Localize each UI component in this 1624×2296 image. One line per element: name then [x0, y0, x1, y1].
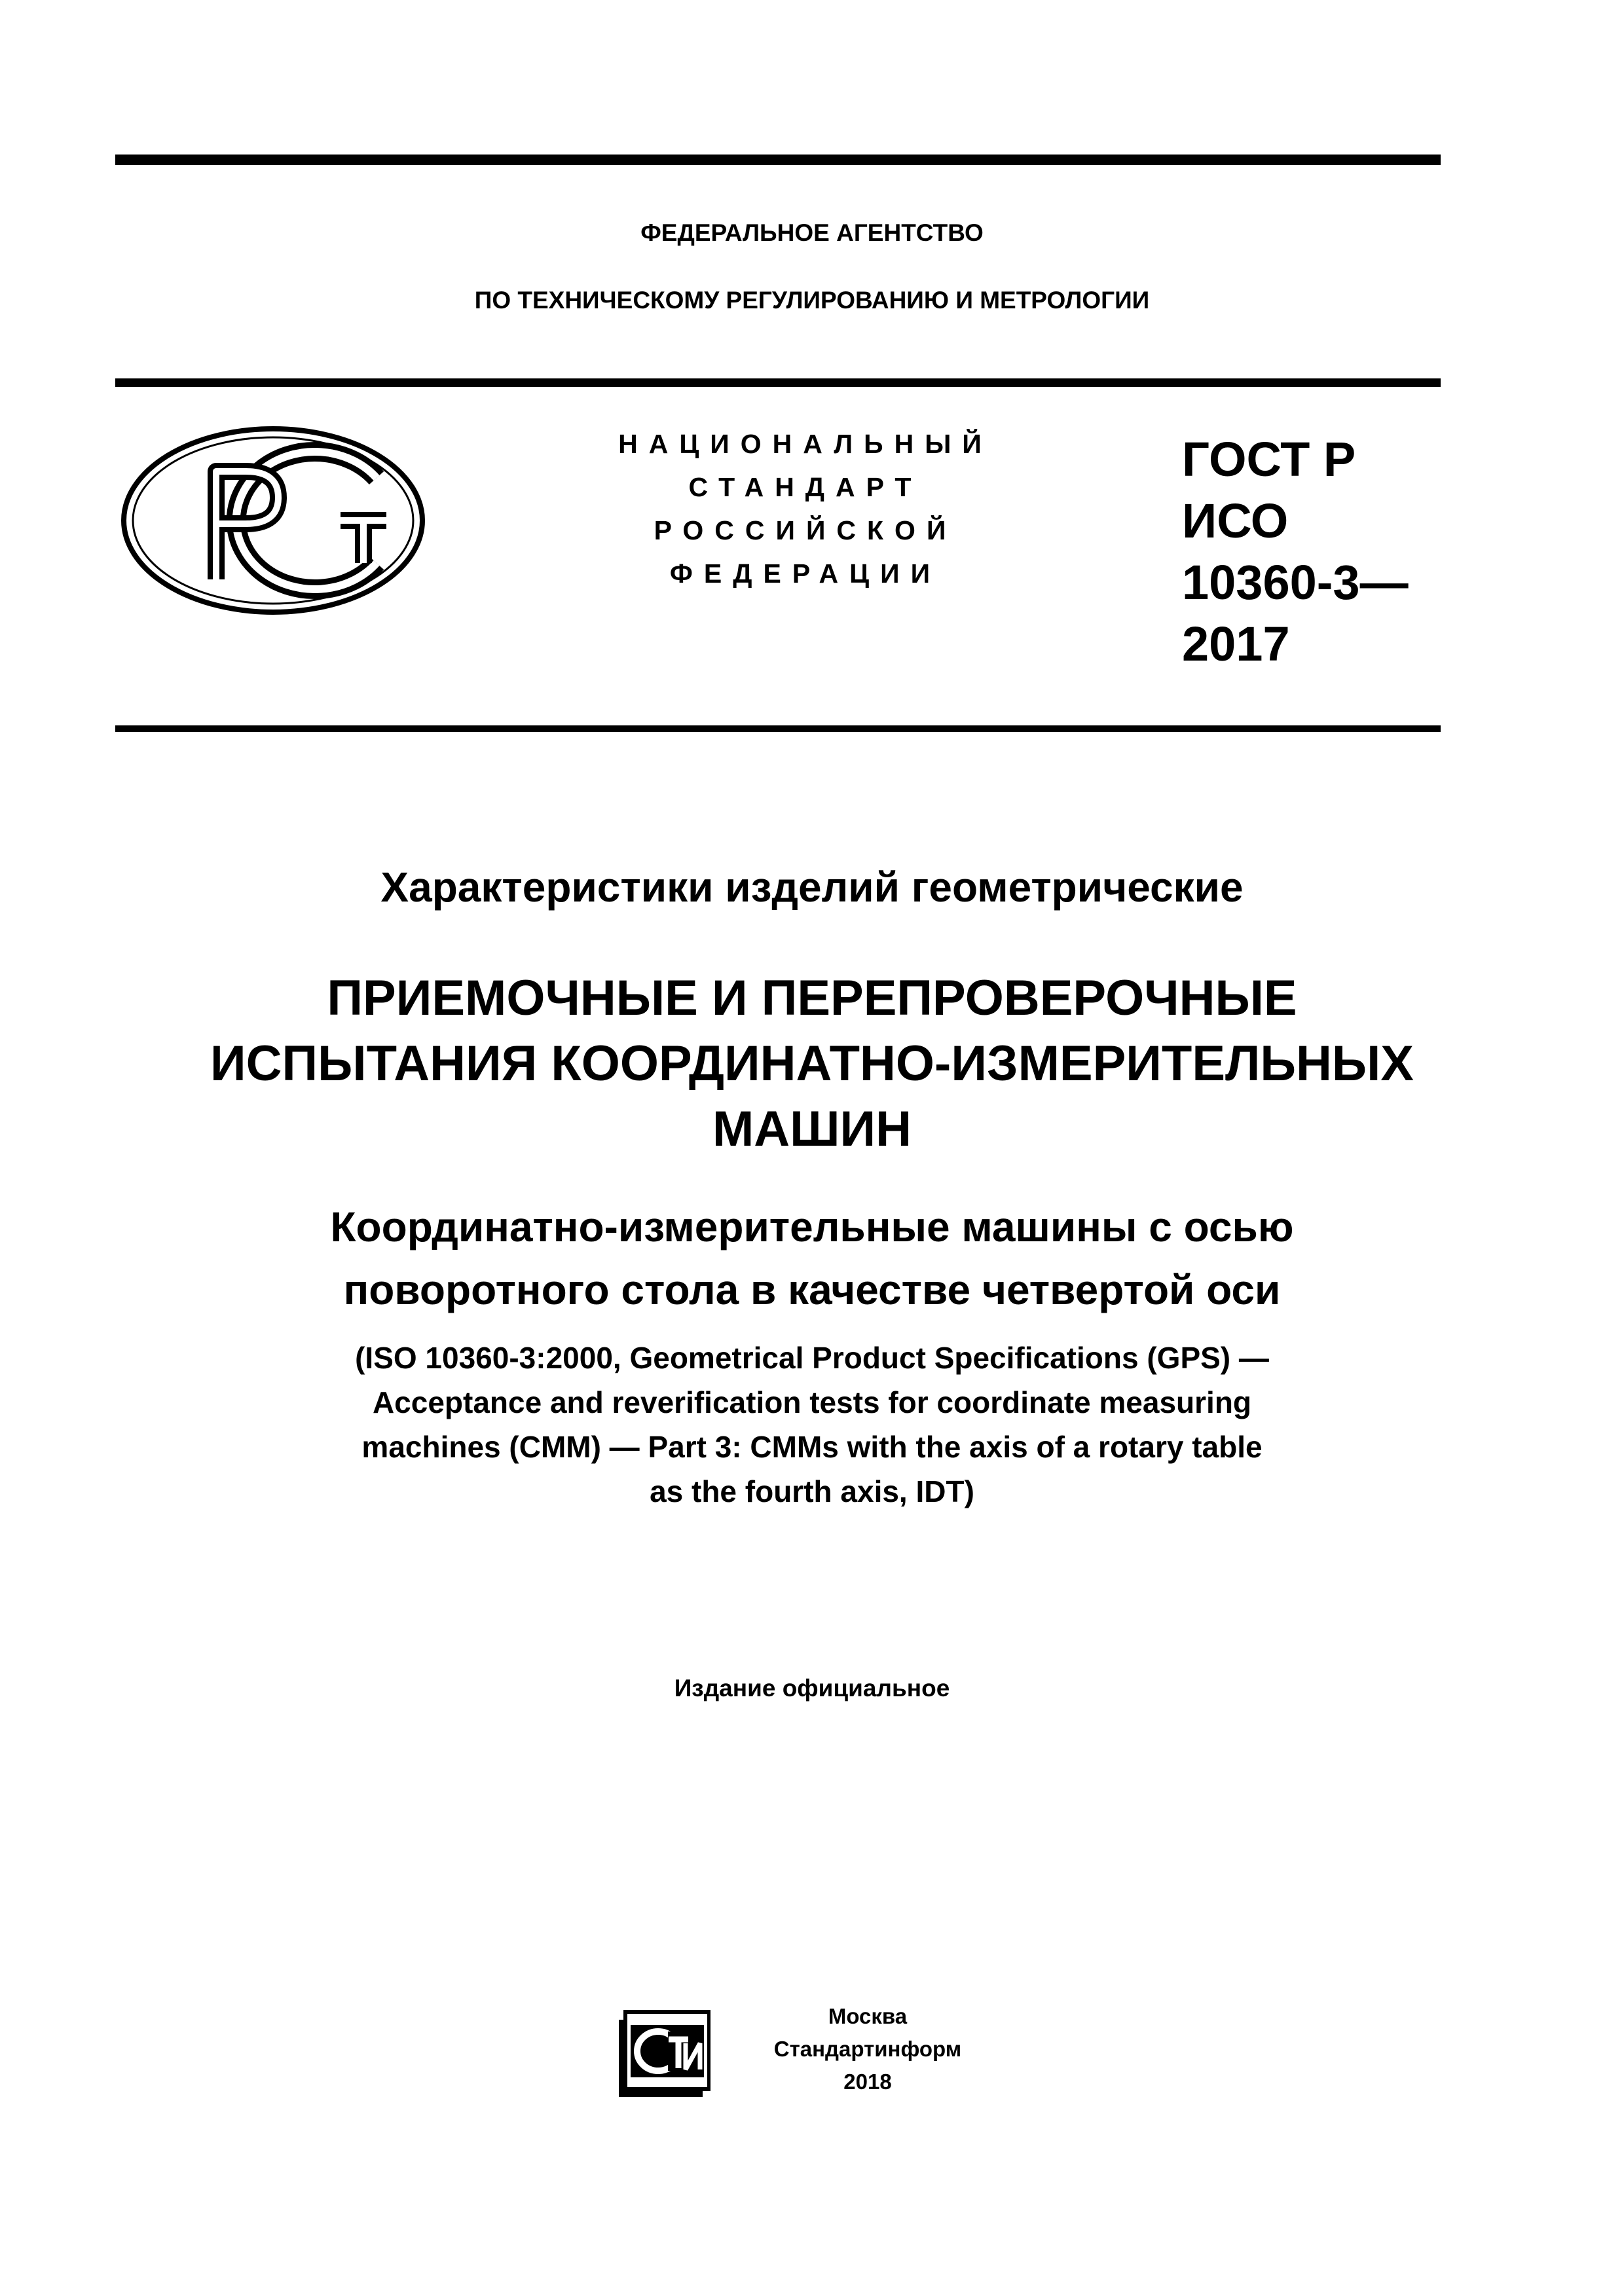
- national-standard-line: СТАНДАРТ: [688, 472, 923, 502]
- designation-line: ГОСТ Р: [1182, 432, 1356, 486]
- designation-line: 10360-3—: [1182, 555, 1409, 610]
- iso-reference-line: (ISO 10360-3:2000, Geometrical Product Specifications (GPS) —: [355, 1341, 1269, 1375]
- main-title: [0, 966, 1624, 1162]
- publisher-name: Стандартинформ: [773, 2037, 962, 2061]
- subtitle: [0, 1195, 1624, 1321]
- iso-reference: [0, 1336, 1624, 1514]
- edition-label: Издание официальное: [674, 1675, 950, 1702]
- national-standard-line: РОССИЙСКОЙ: [654, 515, 957, 545]
- main-title-line: ИСПЫТАНИЯ КООРДИНАТНО-ИЗМЕРИТЕЛЬНЫХ: [210, 1036, 1414, 1091]
- iso-reference-line: as the fourth axis, IDT): [650, 1474, 974, 1508]
- standard-designation: [1182, 429, 1409, 675]
- iso-reference-line: Acceptance and reverification tests for coordinate measuring: [372, 1385, 1252, 1419]
- national-standard-line: НАЦИОНАЛЬНЫЙ: [618, 429, 993, 459]
- agency-name-line2: ПО ТЕХНИЧЕСКОМУ РЕГУЛИРОВАНИЮ И МЕТРОЛОГИИ: [474, 287, 1150, 314]
- main-title-line: ПРИЕМОЧНЫЕ И ПЕРЕПРОВЕРОЧНЫЕ: [327, 970, 1297, 1026]
- top-rule: [115, 155, 1441, 165]
- publisher-city: Москва: [828, 2004, 908, 2028]
- header-rule: [115, 378, 1441, 387]
- rst-mark-icon: [118, 422, 429, 619]
- publisher-text: [730, 2000, 1005, 2098]
- designation-rule: [115, 725, 1441, 732]
- iso-reference-line: machines (CMM) — Part 3: CMMs with the axis of a rotary table: [361, 1430, 1263, 1464]
- general-title: Характеристики изделий геометрические: [380, 864, 1244, 911]
- subtitle-line: поворотного стола в качестве четвертой оси: [343, 1266, 1281, 1313]
- main-title-line: МАШИН: [712, 1101, 912, 1157]
- designation-line: ИСО: [1182, 494, 1289, 548]
- national-standard-line: ФЕДЕРАЦИИ: [669, 558, 942, 589]
- publisher-year: 2018: [843, 2069, 892, 2094]
- publisher-block: [612, 2000, 1025, 2131]
- standartinform-logo-icon: [612, 2005, 710, 2104]
- subtitle-line: Координатно-измерительные машины с осью: [330, 1203, 1294, 1250]
- national-standard-label: [576, 422, 1035, 595]
- agency-name-line1: ФЕДЕРАЛЬНОЕ АГЕНТСТВО: [640, 219, 984, 246]
- designation-line: 2017: [1182, 617, 1290, 671]
